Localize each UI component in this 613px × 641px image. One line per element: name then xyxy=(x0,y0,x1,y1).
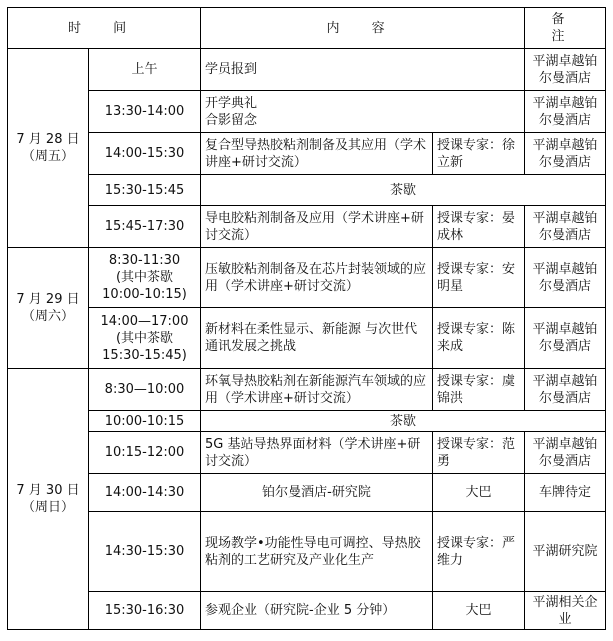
table-row xyxy=(8,512,606,592)
expert-cell: 大巴 xyxy=(433,474,525,512)
time-cell: 15:30-15:45 xyxy=(89,175,201,206)
table-row xyxy=(8,308,606,369)
time-cell: 8:30—10:00 xyxy=(89,369,201,411)
table-row xyxy=(8,175,606,206)
time-cell: 14:00-14:30 xyxy=(89,474,201,512)
table-row xyxy=(8,432,606,474)
note-cell: 平湖卓越铂尔曼酒店 xyxy=(525,308,606,369)
content-cell: 环氧导热胶粘剂在新能源汽车领域的应用（学术讲座+研讨交流） xyxy=(201,369,433,411)
header-row xyxy=(8,8,606,49)
content-cell: 学员报到 xyxy=(201,49,525,91)
break-cell: 茶歇 xyxy=(201,411,606,432)
time-cell: 上午 xyxy=(89,49,201,91)
table-row xyxy=(8,133,606,175)
content-cell: 5G 基站导热界面材料（学术讲座+研讨交流） xyxy=(201,432,433,474)
content-cell: 参观企业（研究院-企业 5 分钟） xyxy=(201,592,433,630)
content-cell: 压敏胶粘剂制备及在芯片封装领域的应用（学术讲座+研讨交流） xyxy=(201,248,433,308)
expert-cell: 大巴 xyxy=(433,592,525,630)
content-cell: 复合型导热胶粘剂制备及其应用（学术讲座+研讨交流） xyxy=(201,133,433,175)
content-cell: 导电胶粘剂制备及应用（学术讲座+研讨交流） xyxy=(201,206,433,248)
schedule-table xyxy=(7,7,606,630)
expert-cell: 授课专家：徐立新 xyxy=(433,133,525,175)
time-cell: 14:00-15:30 xyxy=(89,133,201,175)
note-cell: 平湖卓越铂尔曼酒店 xyxy=(525,248,606,308)
table-row xyxy=(8,91,606,133)
table-row xyxy=(8,248,606,308)
table-row xyxy=(8,369,606,411)
note-cell: 平湖卓越铂尔曼酒店 xyxy=(525,133,606,175)
table-row xyxy=(8,411,606,432)
break-cell: 茶歇 xyxy=(201,175,606,206)
day-cell xyxy=(8,369,89,630)
note-cell: 平湖卓越铂尔曼酒店 xyxy=(525,49,606,91)
time-cell: 14:00—17:00 (其中茶歇 15:30-15:45) xyxy=(89,308,201,369)
expert-cell: 授课专家：晏成林 xyxy=(433,206,525,248)
table-row xyxy=(8,474,606,512)
table-row xyxy=(8,206,606,248)
time-cell: 14:30-15:30 xyxy=(89,512,201,592)
header-time: 时 间 xyxy=(8,8,201,49)
day-weekday: （周六） xyxy=(21,309,74,324)
header-content: 内 容 xyxy=(201,8,525,49)
content-cell: 新材料在柔性显示、新能源 与次世代通讯发展之挑战 xyxy=(201,308,433,369)
day-weekday: （周五） xyxy=(21,149,74,164)
time-cell: 8:30-11:30 (其中茶歇 10:00-10:15) xyxy=(89,248,201,308)
table-row xyxy=(8,592,606,630)
table-row xyxy=(8,49,606,91)
note-cell: 平湖卓越铂尔曼酒店 xyxy=(525,432,606,474)
day-cell xyxy=(8,248,89,369)
note-cell: 平湖卓越铂尔曼酒店 xyxy=(525,369,606,411)
time-cell: 10:00-10:15 xyxy=(89,411,201,432)
time-cell: 15:30-16:30 xyxy=(89,592,201,630)
note-cell: 平湖研究院 xyxy=(525,512,606,592)
header-note: 备 注 xyxy=(525,8,606,49)
content-cell: 铂尔曼酒店-研究院 xyxy=(201,474,433,512)
day-date: 7 月 28 日 xyxy=(16,132,80,147)
day-date: 7 月 30 日 xyxy=(16,483,80,498)
day-cell xyxy=(8,49,89,248)
time-cell: 15:45-17:30 xyxy=(89,206,201,248)
note-cell: 车牌待定 xyxy=(525,474,606,512)
day-weekday: （周日） xyxy=(21,500,74,515)
expert-cell: 授课专家：安明星 xyxy=(433,248,525,308)
time-cell: 13:30-14:00 xyxy=(89,91,201,133)
note-cell: 平湖卓越铂尔曼酒店 xyxy=(525,206,606,248)
day-date: 7 月 29 日 xyxy=(16,292,80,307)
expert-cell: 授课专家：虞锦洪 xyxy=(433,369,525,411)
note-cell: 平湖相关企业 xyxy=(525,592,606,630)
content-cell: 开学典礼 合影留念 xyxy=(201,91,525,133)
expert-cell: 授课专家：范勇 xyxy=(433,432,525,474)
content-cell: 现场教学•功能性导电可调控、导热胶粘剂的工艺研究及产业化生产 xyxy=(201,512,433,592)
expert-cell: 授课专家：严维力 xyxy=(433,512,525,592)
time-cell: 10:15-12:00 xyxy=(89,432,201,474)
note-cell: 平湖卓越铂尔曼酒店 xyxy=(525,91,606,133)
expert-cell: 授课专家：陈来成 xyxy=(433,308,525,369)
